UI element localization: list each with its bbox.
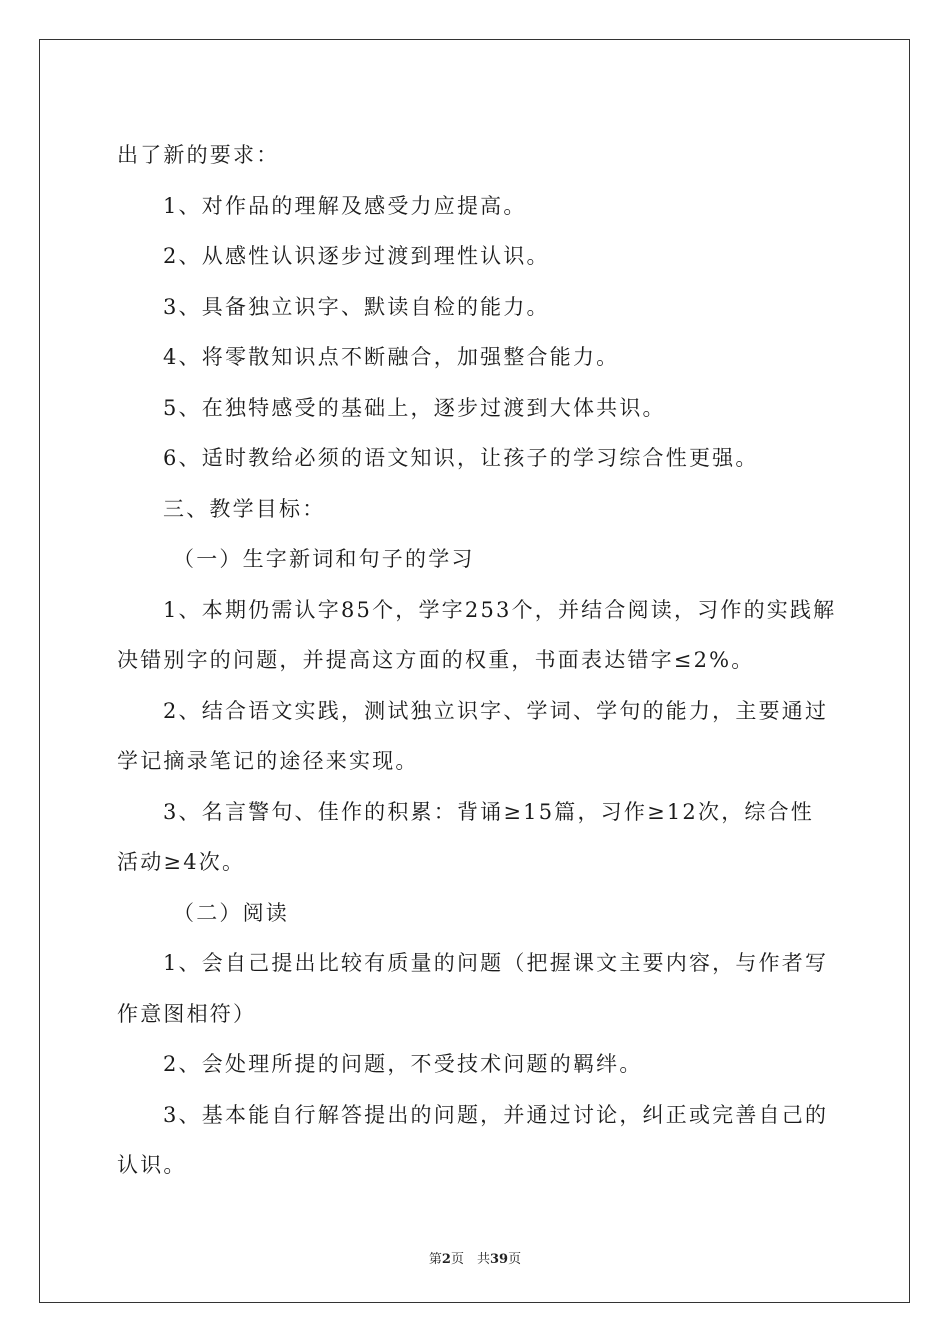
page-footer — [0, 1248, 950, 1267]
current-page-number: 2 — [441, 1252, 451, 1267]
list-item: 1、会自己提出比较有质量的问题（把握课文主要内容，与作者写作意图相符） — [117, 951, 829, 1026]
list-item: 2、从感性认识逐步过渡到理性认识。 — [163, 244, 550, 268]
list-item: 1、本期仍需认字85个，学字253个，并结合阅读，习作的实践解决错别字的问题，并提高这方面的权重，书面表达错字≤2%。 — [117, 597, 837, 672]
footer-suffix: 页 — [508, 1252, 522, 1267]
document-body — [117, 130, 837, 1191]
list-item: 6、适时教给必须的语文知识，让孩子的学习综合性更强。 — [163, 446, 759, 470]
list-item: 1、对作品的理解及感受力应提高。 — [163, 193, 527, 218]
list-item: 3、名言警句、佳作的积累：背诵≥15篇，习作≥12次，综合性活动≥4次。 — [117, 799, 814, 874]
list-item: 4、将零散知识点不断融合，加强整合能力。 — [163, 345, 620, 369]
subsection-heading: （一）生字新词和句子的学习 — [173, 547, 475, 571]
list-item: 3、基本能自行解答提出的问题，并通过讨论，纠正或完善自己的认识。 — [117, 1102, 829, 1177]
list-item: 3、具备独立识字、默读自检的能力。 — [163, 294, 550, 319]
list-item: 5、在独特感受的基础上，逐步过渡到大体共识。 — [163, 395, 666, 420]
footer-prefix: 第 — [428, 1252, 442, 1267]
list-item: 2、结合语文实践，测试独立识字、学词、学句的能力，主要通过学记摘录笔记的途径来实现。 — [117, 698, 829, 773]
paragraph: 出了新的要求： — [117, 143, 280, 167]
total-pages: 39 — [489, 1252, 509, 1267]
list-item: 2、会处理所提的问题，不受技术问题的羁绊。 — [163, 1052, 643, 1076]
footer-middle: 页 共 — [450, 1252, 490, 1267]
section-heading: 三、教学目标： — [163, 496, 326, 521]
subsection-heading: （二）阅读 — [173, 900, 289, 925]
